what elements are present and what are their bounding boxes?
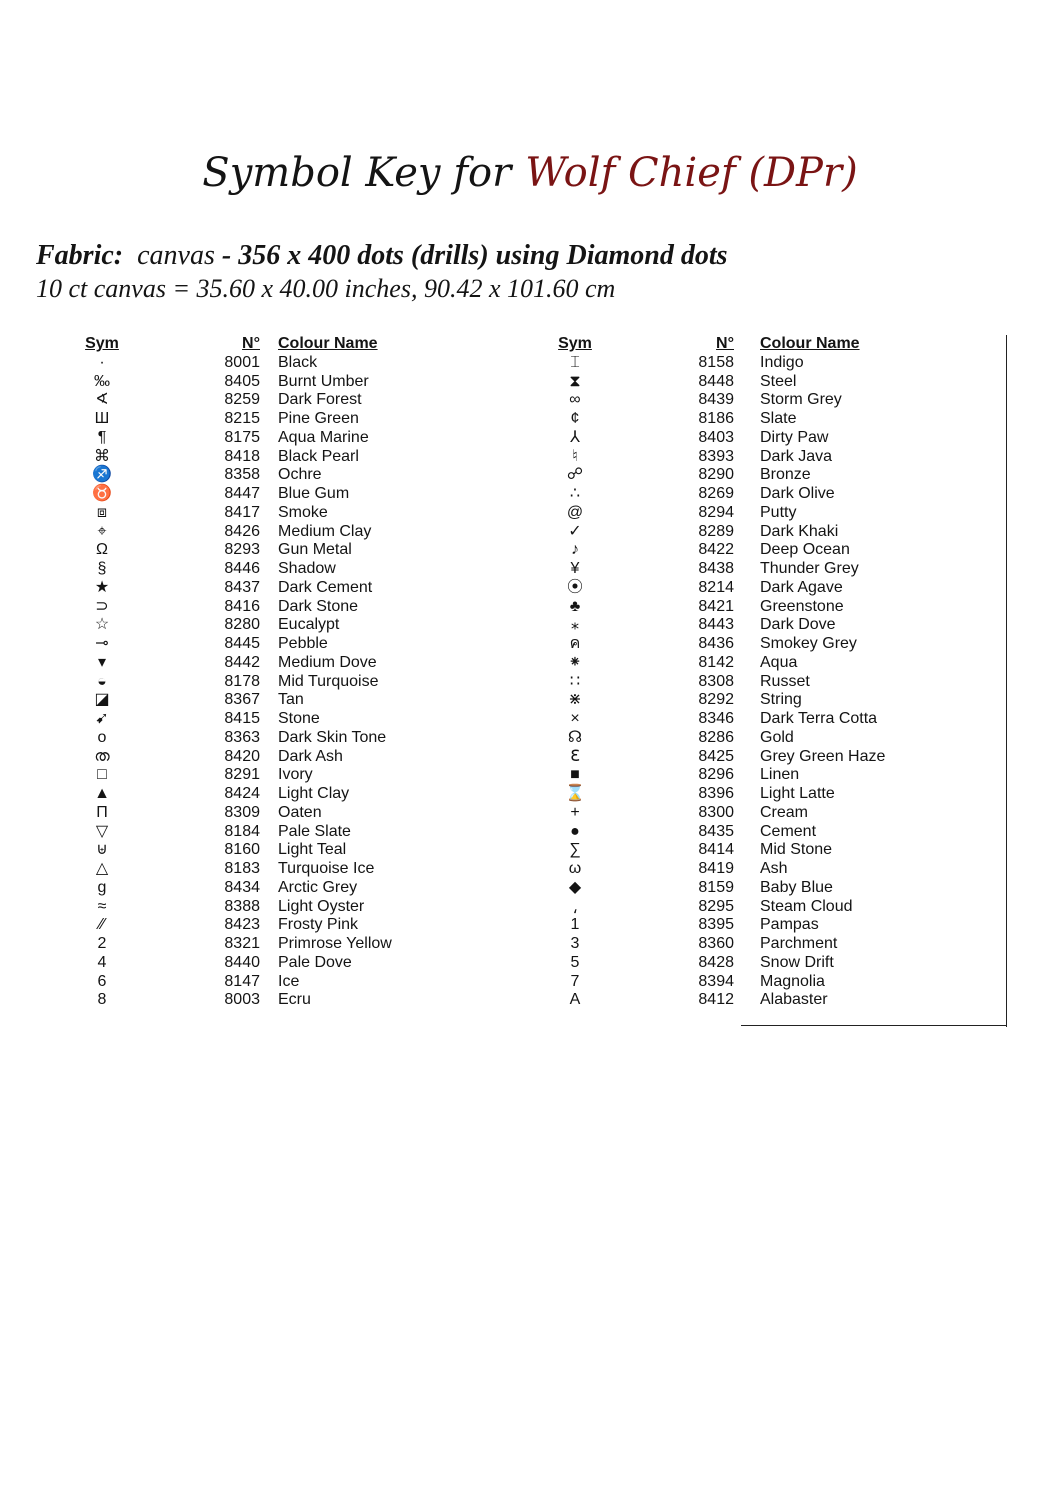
colour-number: 8289 — [698, 522, 734, 540]
colour-number: 8280 — [224, 616, 260, 634]
fabric-label: Fabric: — [36, 240, 124, 271]
colour-name: Greenstone — [760, 597, 844, 615]
colour-number: 8184 — [224, 822, 260, 840]
colour-number: 8292 — [698, 691, 734, 709]
colour-number: 8426 — [224, 522, 260, 540]
colour-name: Smokey Grey — [760, 635, 857, 652]
colour-name: Eucalypt — [278, 616, 340, 634]
colour-number: 8418 — [224, 447, 260, 465]
symbol: ⅄ — [570, 428, 580, 446]
colour-number: 8295 — [698, 897, 734, 915]
symbol: g — [97, 878, 107, 896]
colour-number: 8346 — [698, 710, 734, 727]
symbol: ⦿ — [566, 578, 583, 596]
colour-name: Dark Skin Tone — [278, 728, 387, 746]
colour-name: Dirty Paw — [760, 428, 829, 446]
colour-number: 8405 — [224, 372, 260, 390]
colour-name: Putty — [760, 503, 797, 521]
symbol: ■ — [570, 766, 580, 784]
table-border-bottom — [741, 1025, 1007, 1026]
fabric-material: canvas — [137, 240, 215, 271]
colour-name: Light Teal — [278, 841, 347, 859]
symbol: ♐ — [92, 466, 112, 484]
symbol: ● — [570, 822, 580, 840]
symbol: ⊃ — [95, 597, 109, 615]
symbol: 3 — [570, 935, 580, 952]
colour-name: Stone — [278, 710, 320, 727]
colour-number: 8294 — [698, 503, 734, 521]
colour-number: 8001 — [224, 353, 260, 371]
colour-name: Ice — [278, 972, 300, 990]
colour-name: Black Pearl — [278, 447, 359, 465]
colour-number: 8360 — [698, 935, 734, 952]
colour-name: Dark Stone — [278, 597, 359, 615]
fabric-line — [36, 240, 728, 272]
colour-number: 8160 — [224, 841, 260, 859]
symbol: ✓ — [568, 522, 582, 540]
colour-number: 8215 — [224, 410, 260, 427]
header-num: N° — [242, 335, 260, 352]
symbol: o — [97, 728, 107, 746]
colour-name: Pampas — [760, 916, 819, 934]
colour-number: 8428 — [698, 953, 734, 971]
colour-name: Mid Stone — [760, 841, 833, 859]
symbol: ⧗ — [569, 372, 581, 390]
colour-number: 8178 — [224, 672, 260, 690]
symbol: ∑ — [569, 841, 581, 859]
symbol: ¶ — [97, 428, 107, 446]
colour-name: Ivory — [278, 766, 313, 784]
colour-name: Linen — [760, 766, 800, 784]
symbol: @ — [566, 503, 584, 521]
colour-name: Baby Blue — [760, 878, 833, 896]
symbol: 5 — [570, 953, 580, 971]
colour-name: Mid Turquoise — [278, 672, 379, 690]
colour-number: 8321 — [224, 935, 260, 952]
symbol: ⌛ — [565, 785, 585, 802]
colour-name: Arctic Grey — [278, 878, 358, 896]
colour-number: 8291 — [224, 766, 260, 784]
colour-number: 8437 — [224, 578, 260, 596]
colour-name: Turquoise Ice — [278, 860, 375, 877]
symbol: ♪ — [571, 541, 579, 559]
colour-name: Slate — [760, 410, 797, 427]
colour-name: Magnolia — [760, 972, 825, 990]
colour-number: 8442 — [224, 653, 260, 671]
colour-name: Pale Slate — [278, 822, 351, 840]
colour-name: Gold — [760, 728, 794, 746]
colour-number: 8446 — [224, 560, 260, 577]
title-prefix: Symbol Key for — [202, 150, 512, 196]
colour-number: 8403 — [698, 428, 734, 446]
colour-number: 8286 — [698, 728, 734, 746]
symbol: · — [99, 353, 105, 371]
colour-number: 8175 — [224, 428, 260, 446]
colour-name: Ochre — [278, 466, 322, 484]
symbol: ▲ — [94, 785, 110, 802]
colour-name: Thunder Grey — [760, 560, 859, 577]
colour-name: Frosty Pink — [278, 916, 359, 934]
colour-number: 8214 — [698, 578, 734, 596]
colour-number: 8393 — [698, 447, 734, 465]
colour-name: Aqua — [760, 653, 798, 671]
symbol: 4 — [97, 953, 107, 971]
colour-name: Bronze — [760, 466, 811, 484]
colour-number: 8425 — [698, 747, 734, 765]
colour-number: 8439 — [698, 391, 734, 409]
symbol: ◪ — [94, 691, 110, 709]
colour-number: 8308 — [698, 672, 734, 690]
symbol: ♮ — [572, 447, 578, 465]
symbol: ⌖ — [97, 522, 107, 540]
colour-name: Russet — [760, 672, 810, 690]
symbol: ⧈ — [96, 503, 108, 521]
symbol: ⁎ — [571, 616, 579, 634]
symbol: ⁄⁄ — [99, 916, 105, 934]
colour-number: 8420 — [224, 747, 260, 765]
colour-name: Oaten — [278, 803, 322, 821]
colour-number: 8395 — [698, 916, 734, 934]
colour-number: 8421 — [698, 597, 734, 615]
colour-number: 8259 — [224, 391, 260, 409]
colour-number: 8417 — [224, 503, 260, 521]
header-num: N° — [716, 335, 734, 352]
colour-name: String — [760, 691, 802, 709]
colour-name: Indigo — [760, 353, 804, 371]
colour-name: Grey Green Haze — [760, 747, 886, 765]
colour-name: Dark Terra Cotta — [760, 710, 878, 727]
colour-number: 8003 — [224, 991, 260, 1009]
colour-number: 8388 — [224, 897, 260, 915]
colour-name: Ash — [760, 860, 788, 877]
symbol: □ — [97, 766, 107, 784]
symbol: ค — [569, 635, 581, 652]
colour-number: 8147 — [224, 972, 260, 990]
colour-number: 8419 — [698, 860, 734, 877]
colour-number: 8159 — [698, 878, 734, 896]
symbol: △ — [95, 860, 109, 877]
colour-name: Primrose Yellow — [278, 935, 392, 952]
symbol: ω — [568, 860, 582, 877]
colour-name: Deep Ocean — [760, 541, 850, 559]
colour-number: 8436 — [698, 635, 734, 652]
symbol: ¢ — [570, 410, 580, 427]
symbol: ★ — [94, 578, 110, 596]
symbol: § — [97, 560, 107, 577]
symbol: ⋇ — [568, 691, 582, 709]
header-sym: Sym — [85, 335, 119, 352]
symbol: ⁕ — [568, 653, 582, 671]
header-sym: Sym — [558, 335, 592, 352]
canvas-size-line: 10 ct canvas = 35.60 x 40.00 inches, 90.42 x 101.60 cm — [36, 274, 616, 303]
symbol: Ш — [94, 410, 110, 427]
symbol: ⌘ — [94, 447, 110, 465]
colour-name: Dark Khaki — [760, 522, 839, 540]
header-colour-name: Colour Name — [760, 335, 860, 352]
colour-name: Medium Dove — [278, 653, 377, 671]
symbol: 6 — [97, 972, 107, 990]
colour-number: 8443 — [698, 616, 734, 634]
symbol: ♉ — [92, 485, 112, 502]
symbol: ➹ — [95, 710, 109, 727]
colour-name: Aqua Marine — [278, 428, 369, 446]
colour-number: 8394 — [698, 972, 734, 990]
colour-name: Burnt Umber — [278, 372, 369, 390]
symbol: Π — [96, 803, 108, 821]
colour-number: 8438 — [698, 560, 734, 577]
symbol: ▽ — [95, 822, 109, 840]
colour-number: 8269 — [698, 485, 734, 502]
colour-number: 8445 — [224, 635, 260, 652]
symbol: ⸲ — [572, 897, 578, 915]
symbol: ¥ — [570, 560, 580, 577]
page-title — [0, 150, 1060, 196]
colour-number: 8434 — [224, 878, 260, 896]
colour-name: Smoke — [278, 503, 328, 521]
colour-name: Light Clay — [278, 785, 350, 802]
colour-name: Snow Drift — [760, 953, 834, 971]
colour-number: 8422 — [698, 541, 734, 559]
symbol: ത — [94, 747, 110, 765]
colour-name: Steel — [760, 372, 797, 390]
colour-number: 8412 — [698, 991, 734, 1009]
colour-name: Dark Olive — [760, 485, 835, 502]
colour-name: Dark Java — [760, 447, 833, 465]
symbol: ∷ — [569, 672, 581, 690]
colour-name: Dark Cement — [278, 578, 373, 596]
colour-name: Black — [278, 353, 318, 371]
colour-number: 8296 — [698, 766, 734, 784]
colour-name: Ecru — [278, 991, 311, 1009]
colour-name: Light Oyster — [278, 897, 365, 915]
colour-name: Alabaster — [760, 991, 828, 1009]
symbol: × — [570, 710, 580, 727]
colour-number: 8358 — [224, 466, 260, 484]
symbol: ℇ — [570, 747, 580, 765]
symbol: 1 — [570, 916, 580, 934]
colour-name: Cement — [760, 822, 817, 840]
fabric-dims: - 356 x 400 dots (drills) using Diamond dots — [221, 240, 728, 271]
symbol: 2 — [97, 935, 107, 952]
symbol: ⊎ — [96, 841, 108, 859]
symbol: ☊ — [567, 728, 583, 746]
colour-number: 8448 — [698, 372, 734, 390]
colour-number: 8435 — [698, 822, 734, 840]
colour-number: 8309 — [224, 803, 260, 821]
symbol: ∞ — [569, 391, 581, 409]
colour-name: Shadow — [278, 560, 336, 577]
symbol: ☆ — [94, 616, 110, 634]
symbol: A — [569, 991, 581, 1009]
colour-name: Storm Grey — [760, 391, 842, 409]
colour-name: Pine Green — [278, 410, 359, 427]
colour-number: 8414 — [698, 841, 734, 859]
colour-name: Dark Ash — [278, 747, 343, 765]
symbol: 7 — [570, 972, 580, 990]
colour-number: 8423 — [224, 916, 260, 934]
colour-number: 8396 — [698, 785, 734, 802]
colour-number: 8363 — [224, 728, 260, 746]
symbol: ‰ — [94, 372, 110, 390]
symbol: ◒ — [97, 672, 107, 690]
symbol: ◆ — [568, 878, 582, 896]
colour-name: Medium Clay — [278, 522, 372, 540]
colour-name: Parchment — [760, 935, 838, 952]
colour-number: 8290 — [698, 466, 734, 484]
colour-name: Pale Dove — [278, 953, 352, 971]
colour-name: Steam Cloud — [760, 897, 853, 915]
colour-name: Gun Metal — [278, 541, 352, 559]
symbol: ≈ — [97, 897, 107, 915]
colour-number: 8416 — [224, 597, 260, 615]
symbol: ⊸ — [95, 635, 109, 652]
colour-number: 8293 — [224, 541, 260, 559]
colour-name: Light Latte — [760, 785, 835, 802]
symbol: ⌶ — [570, 353, 580, 371]
table-border-right — [1006, 335, 1007, 1027]
symbol: ∴ — [569, 485, 581, 502]
symbol: 8 — [97, 991, 107, 1009]
colour-number: 8186 — [698, 410, 734, 427]
colour-number: 8158 — [698, 353, 734, 371]
colour-number: 8367 — [224, 691, 260, 709]
symbol: Ω — [96, 541, 108, 559]
colour-number: 8440 — [224, 953, 260, 971]
colour-name: Blue Gum — [278, 485, 350, 502]
colour-number: 8183 — [224, 860, 260, 877]
symbol: ∢ — [95, 391, 109, 409]
symbol: + — [570, 803, 580, 821]
colour-name: Dark Agave — [760, 578, 843, 596]
header-colour-name: Colour Name — [278, 335, 378, 352]
symbol: ☍ — [566, 466, 584, 484]
colour-name: Dark Forest — [278, 391, 362, 409]
symbol: ♣ — [569, 597, 581, 615]
colour-name: Cream — [760, 803, 809, 821]
colour-name: Dark Dove — [760, 616, 836, 634]
colour-number: 8300 — [698, 803, 734, 821]
colour-name: Pebble — [278, 635, 328, 652]
symbol: ▾ — [97, 653, 107, 671]
colour-number: 8142 — [698, 653, 734, 671]
colour-name: Tan — [278, 691, 304, 709]
colour-number: 8447 — [224, 485, 260, 502]
colour-number: 8424 — [224, 785, 260, 802]
pattern-name: Wolf Chief (DPr) — [525, 150, 858, 196]
colour-number: 8415 — [224, 710, 260, 727]
